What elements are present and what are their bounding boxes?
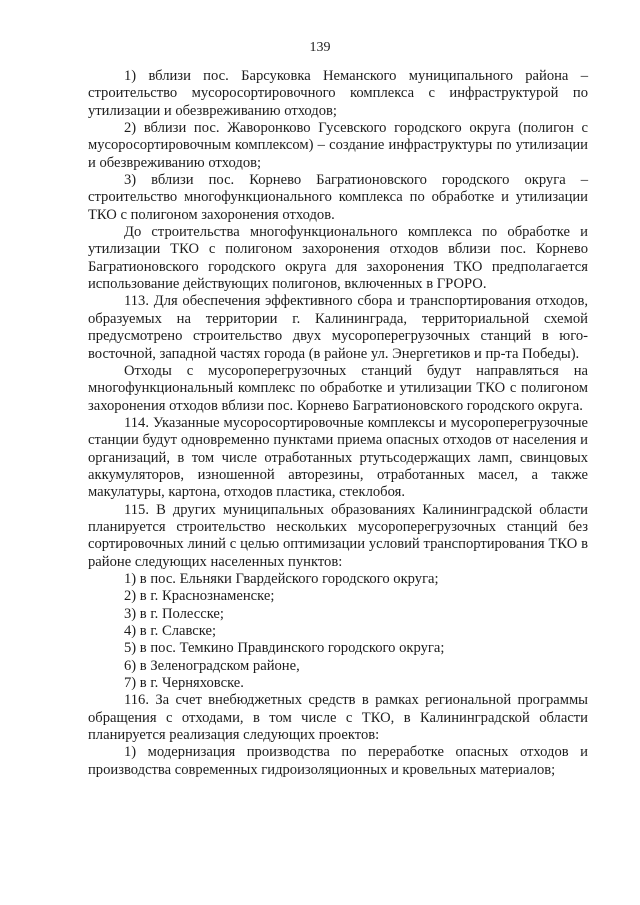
paragraph-before-construction: До строительства многофункционального комплекса по обработке и утилизации ТКО с полигоном захоронения отходов вблизи пос. Корнево Багратионовского городского округа для захоронения ТКО предполагается использование действующих полигонов, включенных в ГРОРО. (88, 224, 588, 293)
list-item: 1) в пос. Ельняки Гвардейского городского округа; (124, 570, 439, 587)
list-item: 2) в г. Краснознаменске; (124, 588, 275, 605)
paragraph-114: 114. Указанные мусоросортировочные комплексы и мусороперегрузочные станции будут одновременно пунктами приема опасных отходов от населения и организаций, в том числе отработанных ртутьсодержащих ламп, свинцовых аккумуляторов, изношенной авторезины, отработанных масел, а также макулатуры, картона, отходов пластика, стеклобоя. (88, 414, 588, 501)
paragraph-116-item-1: 1) модернизация производства по переработке опасных отходов и производства современных гидроизоляционных и кровельных материалов; (88, 744, 588, 778)
paragraph-115: 115. В других муниципальных образованиях Калининградской области планируется строительство нескольких мусороперегрузочных станций без сортировочных линий с целью оптимизации условий транспортирования ТКО в районе следующих населенных пунктов: (88, 501, 588, 570)
list-item: 7) в г. Черняховске. (124, 675, 244, 692)
paragraph-113: 113. Для обеспечения эффективного сбора и транспортирования отходов, образуемых на территории г. Калининграда, территориальной схемой предусмотрено строительство двух мусороперегрузочных станций в юго-восточной, западной частях города (в районе ул. Энергетиков и пр-та Победы). (88, 293, 588, 362)
list-item: 5) в пос. Темкино Правдинского городского округа; (124, 640, 445, 657)
list-item: 3) в г. Полесске; (124, 605, 224, 622)
page-number: 139 (309, 40, 331, 55)
paragraph-waste-routing: Отходы с мусороперегрузочных станций будут направляться на многофункциональный комплекс по обработке и утилизации ТКО с полигоном захоронения отходов вблизи пос. Корнево Багратионовского городского округа. (88, 362, 588, 414)
paragraph-item-2: 2) вблизи пос. Жаворонково Гусевского городского округа (полигон с мусоросортировочным комплексом) – создание инфраструктуры по утилизации и обезвреживанию отходов; (88, 120, 588, 171)
paragraph-item-1: 1) вблизи пос. Барсуковка Неманского муниципального района – строительство мусоросортировочного комплекса с инфраструктурой по утилизации и обезвреживанию отходов; (88, 68, 588, 119)
paragraph-116: 116. За счет внебюджетных средств в рамках региональной программы обращения с отходами, в том числе с ТКО, в Калининградской области планируется реализация следующих проектов: (88, 692, 588, 744)
list-item: 4) в г. Славске; (124, 623, 217, 639)
document-body (88, 68, 588, 779)
paragraph-item-3: 3) вблизи пос. Корнево Багратионовского городского округа – строительство многофункционального комплекса по обработке и утилизации ТКО с полигоном захоронения отходов. (88, 172, 588, 223)
list-item: 6) в Зеленоградском районе, (124, 657, 300, 674)
